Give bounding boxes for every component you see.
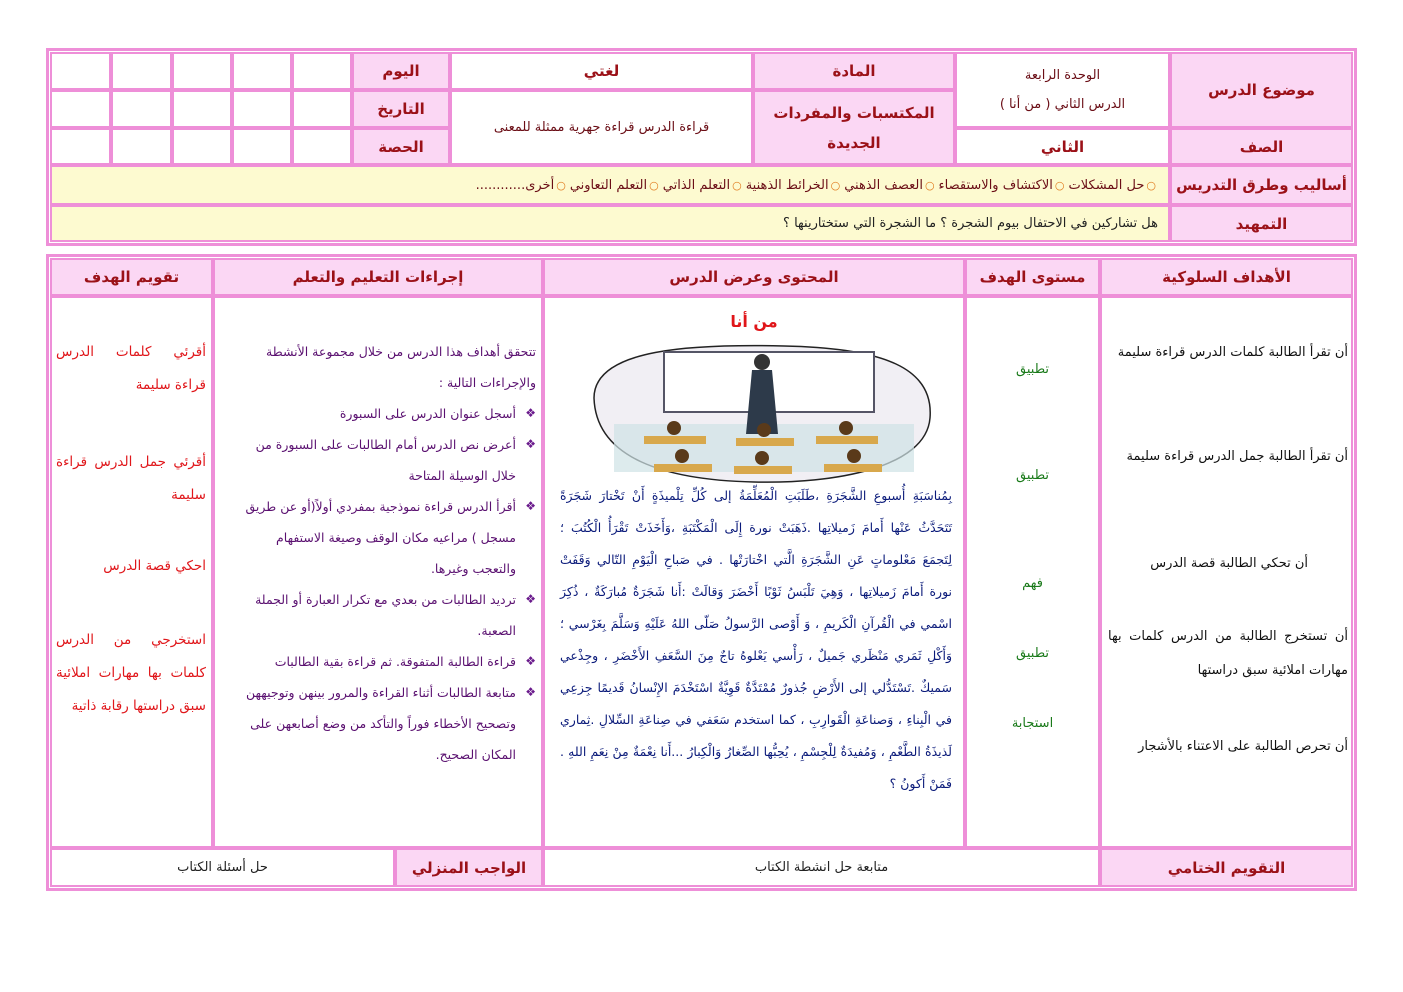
story-text: بِمُناسَبَةِ أُسبوعِ الشَّجَرَةِ ،طَلَبَتِ الْمُعَلِّمَةُ إلى كُلِّ تِلْميذَةٍ أَنْ تَخْتارَ شَجَرَةً تَتَحَدَّثُ عَنْها أَمامَ زَميلاتِها .ذَهَبَتْ نورة إِلَى الْمَكْتَبَةِ ،وَأَخَذَتْ تَقْرَأُ الْكُتُبَ ؛ لِتَجمَعَ مَعْلوماتٍ عَنِ الشَّجَرَةِ الَّتي اخْتارَتْها . في صَباحِ الْيَوْمِ التّالي وَقَفَتْ نورة أَمامَ زَميلاتِها ، وَهِيَ تَلْبَسُ ثَوْبًا أَخْضَرَ وَقالَتْ :أَنا شَجَرَةٌ مُبارَكَةٌ ، ذُكِرَ اسْمي في الْقُرآنِ الْكَريمِ ، وَ أَوْصى الرَّسولُ صَلّى اللهُ عَلَيْهِ وَسَلَّمَ بِغَرْسي ؛ وَأَكْلِ ثَمَري مَنْظَري جَميلٌ ، رَأْسي يَعْلوهُ تاجٌ مِنَ السَّعَفِ الأَخْضَرِ ، وجِذْعي سَميكٌ .تَسْتَدُّلي إلى الأَرْضِ جُذورٌ مُمْتَدَّةٌ قَوِيَّةٌ اسْتَخْدَمَ الإِنْسانُ قَديمًا جِزعِي في الْبِناءِ ، وَصناعَةِ الْقَوارِبِ ، كما استخدم سَعَفي في صِناعَةِ السِّلالِ .ثِماري لَذيذَةُ الطَّعْمِ ، وَمُفيدَةٌ لِلْجِسْمِ ، يُحِبُّها الصِّغارُ وَالْكِبارُ ...أَنا نِعْمَةٌ مِنْ نِعَمِ اللهِ . فَمَنْ أَكونُ ؟ <box>560 488 952 791</box>
methods-label-text: أساليب وطرق التدريس <box>1176 176 1347 194</box>
method-option[interactable] <box>939 178 1065 193</box>
col-header-procedures-text: إجراءات التعليم والتعلم <box>292 268 464 286</box>
homework-label <box>395 848 543 887</box>
period-cell-4[interactable] <box>111 128 172 165</box>
method-option-label: أخرى............ <box>475 177 555 193</box>
radio-circle-icon: ○ <box>1146 178 1156 192</box>
method-option-label: العصف الذهني <box>844 177 923 193</box>
class-label <box>1170 128 1353 165</box>
objective-item: أن تقرأ الطالبة جمل الدرس قراءة سليمة <box>1126 449 1348 464</box>
class-label-text: الصف <box>1239 137 1284 156</box>
radio-circle-icon: ○ <box>924 178 935 192</box>
procedure-step: ❖ أقرأ الدرس قراءة نموذجية بمفردي أولاً(أو عن طريق مسجل ) مراعيه مكان الوقف وصيغة الاستفهام والتعجب وغيرها. <box>242 491 536 584</box>
unit-text: الوحدة الرابعة <box>1024 68 1101 83</box>
desk <box>734 466 792 474</box>
procedure-step: ❖ متابعة الطالبات أثناء القراءة والمرور بينهن وتوجيههن وتصحيح الأخطاء فوراً والتأكد من وضع أصابعهن على المكان الصحيح. <box>242 677 536 770</box>
student-head <box>847 449 861 463</box>
story-title: من أنا <box>730 312 778 331</box>
col-header-evaluation-text: تقويم الهدف <box>83 268 180 286</box>
evaluation-item: أقرئي جمل الدرس قراءة سليمة <box>56 454 206 503</box>
method-option-label: الاكتشاف والاستقصاء <box>938 177 1053 193</box>
procedures-steps <box>222 398 536 770</box>
subject-value <box>450 52 753 90</box>
method-option-label: الخرائط الذهنية <box>745 177 829 193</box>
day-cell-3[interactable] <box>172 52 232 90</box>
col-header-procedures <box>213 258 543 296</box>
method-option[interactable] <box>663 178 742 193</box>
procedure-step: ❖ قراءة الطالبة المتفوقة. ثم قراءة بقية الطالبات <box>242 646 536 677</box>
intro-label <box>1170 205 1353 242</box>
evaluation-item: استخرجي من الدرس كلمات بها مهارات املائية سبق دراستها رقابة ذاتية <box>56 632 206 714</box>
level-item: تطبيق <box>1016 362 1049 377</box>
objective-item: أن تحكي الطالبة قصة الدرس <box>1150 556 1308 571</box>
evaluation-list <box>56 336 206 806</box>
col-header-evaluation <box>50 258 213 296</box>
radio-circle-icon: ○ <box>1054 178 1065 192</box>
class-value <box>955 128 1170 165</box>
intro-value-text: هل تشاركين في الاحتفال بيوم الشجرة ؟ ما الشجرة التي ستختارينها ؟ <box>783 216 1158 231</box>
method-option-label: التعلم التعاوني <box>569 177 648 193</box>
col-header-level-text: مستوى الهدف <box>979 268 1086 286</box>
procedures-block <box>222 336 536 770</box>
homework-value-text: حل أسئلة الكتاب <box>177 860 268 875</box>
student-head <box>839 421 853 435</box>
intro-value <box>50 205 1170 242</box>
intro-label-text: التمهيد <box>1235 214 1288 233</box>
student-head <box>667 421 681 435</box>
period-cell-1[interactable] <box>292 128 352 165</box>
objectives-list <box>1108 336 1348 806</box>
class-value-text: الثاني <box>1040 137 1085 156</box>
desk <box>654 464 712 472</box>
desk <box>644 436 706 444</box>
date-label <box>352 90 450 128</box>
period-label <box>352 128 450 165</box>
final-eval-value <box>543 848 1100 887</box>
day-cell-2[interactable] <box>232 52 292 90</box>
objective-item: أن تقرأ الطالبة كلمات الدرس قراءة سليمة <box>1117 345 1348 360</box>
unit-lesson-cell <box>955 52 1170 128</box>
radio-circle-icon: ○ <box>830 178 841 192</box>
subject-label-text: المادة <box>832 62 876 80</box>
day-label-text: اليوم <box>382 62 420 80</box>
procedure-step: ❖ أسجل عنوان الدرس على السبورة <box>242 398 536 429</box>
vocab-label-text: المكتسبات والمفردات الجديدة <box>773 103 935 152</box>
lesson-text: الدرس الثاني ( من أنا ) <box>999 97 1126 112</box>
evaluation-item: أقرئي كلمات الدرس قراءة سليمة <box>56 344 206 393</box>
objective-item: أن تحرص الطالبة على الاعتناء بالأشجار <box>1138 739 1348 754</box>
period-cell-5[interactable] <box>50 128 111 165</box>
vocab-value <box>450 90 753 165</box>
col-header-content-text: المحتوى وعرض الدرس <box>669 268 839 286</box>
col-header-content <box>543 258 965 296</box>
radio-circle-icon: ○ <box>732 178 742 192</box>
date-cell-4[interactable] <box>111 90 172 128</box>
date-label-text: التاريخ <box>377 100 425 118</box>
final-eval-label-text: التقويم الختامي <box>1167 858 1286 877</box>
vocab-value-text: قراءة الدرس قراءة جهرية ممثلة للمعنى <box>493 120 710 135</box>
methods-options <box>50 165 1170 205</box>
level-item: فهم <box>1022 576 1043 591</box>
method-option[interactable] <box>570 178 659 193</box>
date-cell-3[interactable] <box>172 90 232 128</box>
method-option[interactable] <box>1069 178 1156 193</box>
final-eval-value-text: متابعة حل انشطة الكتاب <box>754 860 889 875</box>
lesson-topic-text: موضوع الدرس <box>1208 81 1315 99</box>
col-header-objectives-text: الأهداف السلوكية <box>1162 268 1291 286</box>
objective-item: أن تستخرج الطالبة من الدرس كلمات بها مهارات املائية سبق دراستها <box>1108 629 1348 678</box>
day-cell-5[interactable] <box>50 52 111 90</box>
period-cell-3[interactable] <box>172 128 232 165</box>
col-header-objectives <box>1100 258 1353 296</box>
methods-label <box>1170 165 1353 205</box>
homework-value <box>50 848 395 887</box>
day-label <box>352 52 450 90</box>
final-eval-label <box>1100 848 1353 887</box>
method-option[interactable] <box>844 178 934 193</box>
col-header-level <box>965 258 1100 296</box>
method-option[interactable] <box>746 178 841 193</box>
date-cell-5[interactable] <box>50 90 111 128</box>
day-cell-1[interactable] <box>292 52 352 90</box>
period-cell-2[interactable] <box>232 128 292 165</box>
level-item: استجابة <box>1011 716 1054 731</box>
procedure-step: ❖ أعرض نص الدرس أمام الطالبات على السبورة من خلال الوسيلة المتاحة <box>242 429 536 491</box>
method-option[interactable] <box>476 178 566 193</box>
evaluation-item: احكي قصة الدرس <box>103 558 206 574</box>
desk <box>816 436 878 444</box>
classroom-illustration <box>584 338 940 486</box>
lesson-topic-label <box>1170 52 1353 128</box>
procedure-step: ❖ ترديد الطالبات من بعدي مع تكرار العبارة أو الجملة الصعبة. <box>242 584 536 646</box>
homework-label-text: الواجب المنزلي <box>411 858 527 877</box>
teacher-head <box>754 354 770 370</box>
date-cell-1[interactable] <box>292 90 352 128</box>
subject-label <box>753 52 955 90</box>
subject-value-text: لغتي <box>583 62 620 80</box>
student-head <box>755 451 769 465</box>
level-item: تطبيق <box>1016 468 1049 483</box>
desk <box>736 438 794 446</box>
procedures-intro: تتحقق أهداف هذا الدرس من خلال مجموعة الأنشطة والإجراءات التالية : <box>266 344 536 390</box>
method-option-label: التعلم الذاتي <box>662 177 731 193</box>
radio-circle-icon: ○ <box>556 178 566 192</box>
period-label-text: الحصة <box>378 137 424 156</box>
desk <box>824 464 882 472</box>
level-item: تطبيق <box>1016 646 1049 661</box>
method-option-label: حل المشكلات <box>1068 177 1145 193</box>
levels-list <box>965 296 1100 848</box>
student-head <box>675 449 689 463</box>
student-head <box>757 423 771 437</box>
vocab-label <box>753 90 955 165</box>
date-cell-2[interactable] <box>232 90 292 128</box>
radio-circle-icon: ○ <box>649 178 659 192</box>
day-cell-4[interactable] <box>111 52 172 90</box>
